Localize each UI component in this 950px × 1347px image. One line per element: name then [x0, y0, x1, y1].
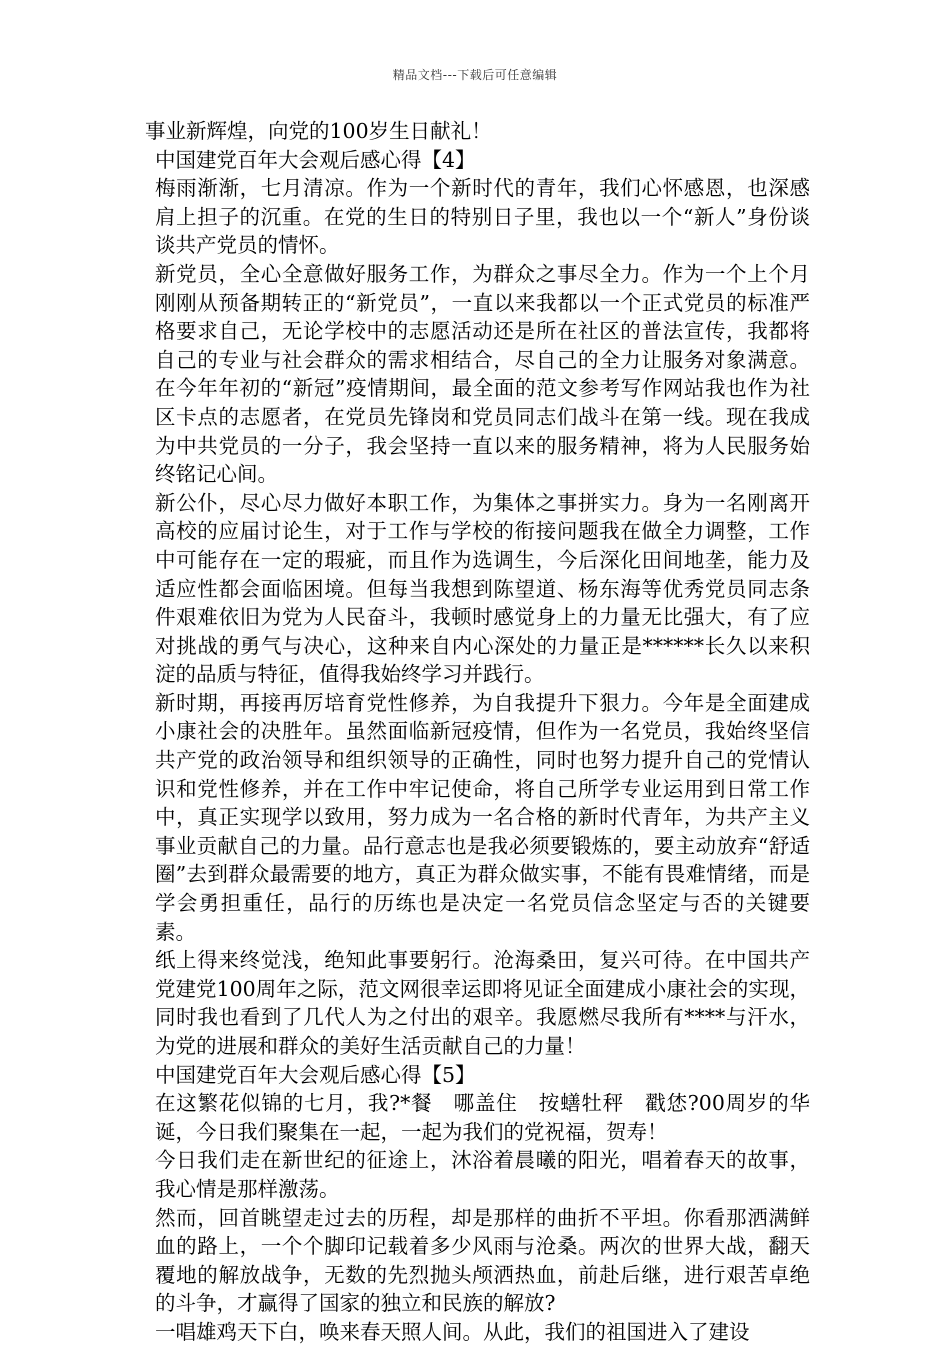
- paragraph-2: 梅雨渐渐，七月清凉。作为一个新时代的青年，我们心怀感恩，也深感肩上担子的沉重。在党的生日的特别日子里，我也以一个“新人”身份谈谈共产党员的情怀。: [155, 176, 810, 258]
- paragraph-4: 新公仆，尽心尽力做好本职工作，为集体之事拼实力。身为一名刚离开高校的应届讨论生，对于工作与学校的衔接问题我在做全力调整，工作中可能存在一定的瑕疵，而且作为选调生，今后深化田间地垄，能力及适应性都会面临困境。但每当我想到陈望道、杨东海等优秀党员同志条件艰难依旧为党为人民奋斗，我顿时感觉身上的力量无比强大，有了应对挑战的勇气与决心，这种来自内心深处的力量正是******长久以来积淀的品质与特征，值得我始终学习并践行。: [155, 490, 810, 687]
- paragraph-8: 在这繁花似锦的七月，我?*餐 哪盖住 按蟮牡秤 戳恷?00周岁的华诞，今日我们聚集在一起，一起为我们的党祝福，贺寿！: [155, 1091, 810, 1144]
- paragraph-3: 新党员，全心全意做好服务工作，为群众之事尽全力。作为一个上个月刚刚从预备期转正的“新党员”，一直以来我都以一个正式党员的标准严格要求自己，无论学校中的志愿活动还是所在社区的普法宣传，我都将自己的专业与社会群众的需求相结合，尽自己的全力让服务对象满意。在今年年初的“新冠”疫情期间，最全面的范文参考写作网站我也作为社区卡点的志愿者，在党员先锋岗和党员同志们战斗在第一线。现在我成为中共党员的一分子，我会坚持一直以来的服务精神，将为人民服务始终铭记心间。: [155, 261, 810, 487]
- section-title-4: 中国建党百年大会观后感心得【4】: [155, 147, 476, 172]
- paragraph-9: 今日我们走在新世纪的征途上，沐浴着晨曦的阳光，唱着春天的故事，我心情是那样激荡。: [155, 1148, 810, 1201]
- page-header: 精品文档---下载后可任意编辑: [392, 68, 558, 82]
- section-title-5: 中国建党百年大会观后感心得【5】: [155, 1062, 476, 1087]
- paragraph-11: 一唱雄鸡天下白，唤来春天照人间。从此，我们的祖国进入了建设: [155, 1319, 750, 1344]
- paragraph-0: 事业新辉煌，向党的100岁生日献礼！: [145, 119, 492, 143]
- paragraph-6: 纸上得来终觉浅，绝知此事要躬行。沧海桑田，复兴可待。在中国共产党建党100周年之际，范文网很幸运即将见证全面建成小康社会的实现，同时我也看到了几代人为之付出的艰辛。我愿燃尽我所有****与汗水，为党的进展和群众的美好生活贡献自己的力量！: [155, 948, 810, 1058]
- document-body: [145, 117, 810, 1347]
- paragraph-5: 新时期，再接再厉培育党性修养，为自我提升下狠力。今年是全面建成小康社会的决胜年。虽然面临新冠疫情，但作为一名党员，我始终坚信共产党的政治领导和组织领导的正确性，同时也努力提升自己的党情认识和党性修养，并在工作中牢记使命，将自己所学专业运用到日常工作中，真正实现学以致用，努力成为一名合格的新时代青年，为共产主义事业贡献自己的力量。品行意志也是我必须要锻炼的，要主动放弃“舒适圈”去到群众最需要的地方，真正为群众做实事，不能有畏难情绪，而是学会勇担重任，品行的历练也是决定一名党员信念坚定与否的关键要素。: [155, 690, 810, 944]
- paragraph-10: 然而，回首眺望走过去的历程，却是那样的曲折不平坦。你看那洒满鲜血的路上，一个个脚印记载着多少风雨与沧桑。两次的世界大战，翻天覆地的解放战争，无数的先烈抛头颅洒热血，前赴后继，进行艰苦卓绝的斗争，才赢得了国家的独立和民族的解放?: [155, 1205, 810, 1316]
